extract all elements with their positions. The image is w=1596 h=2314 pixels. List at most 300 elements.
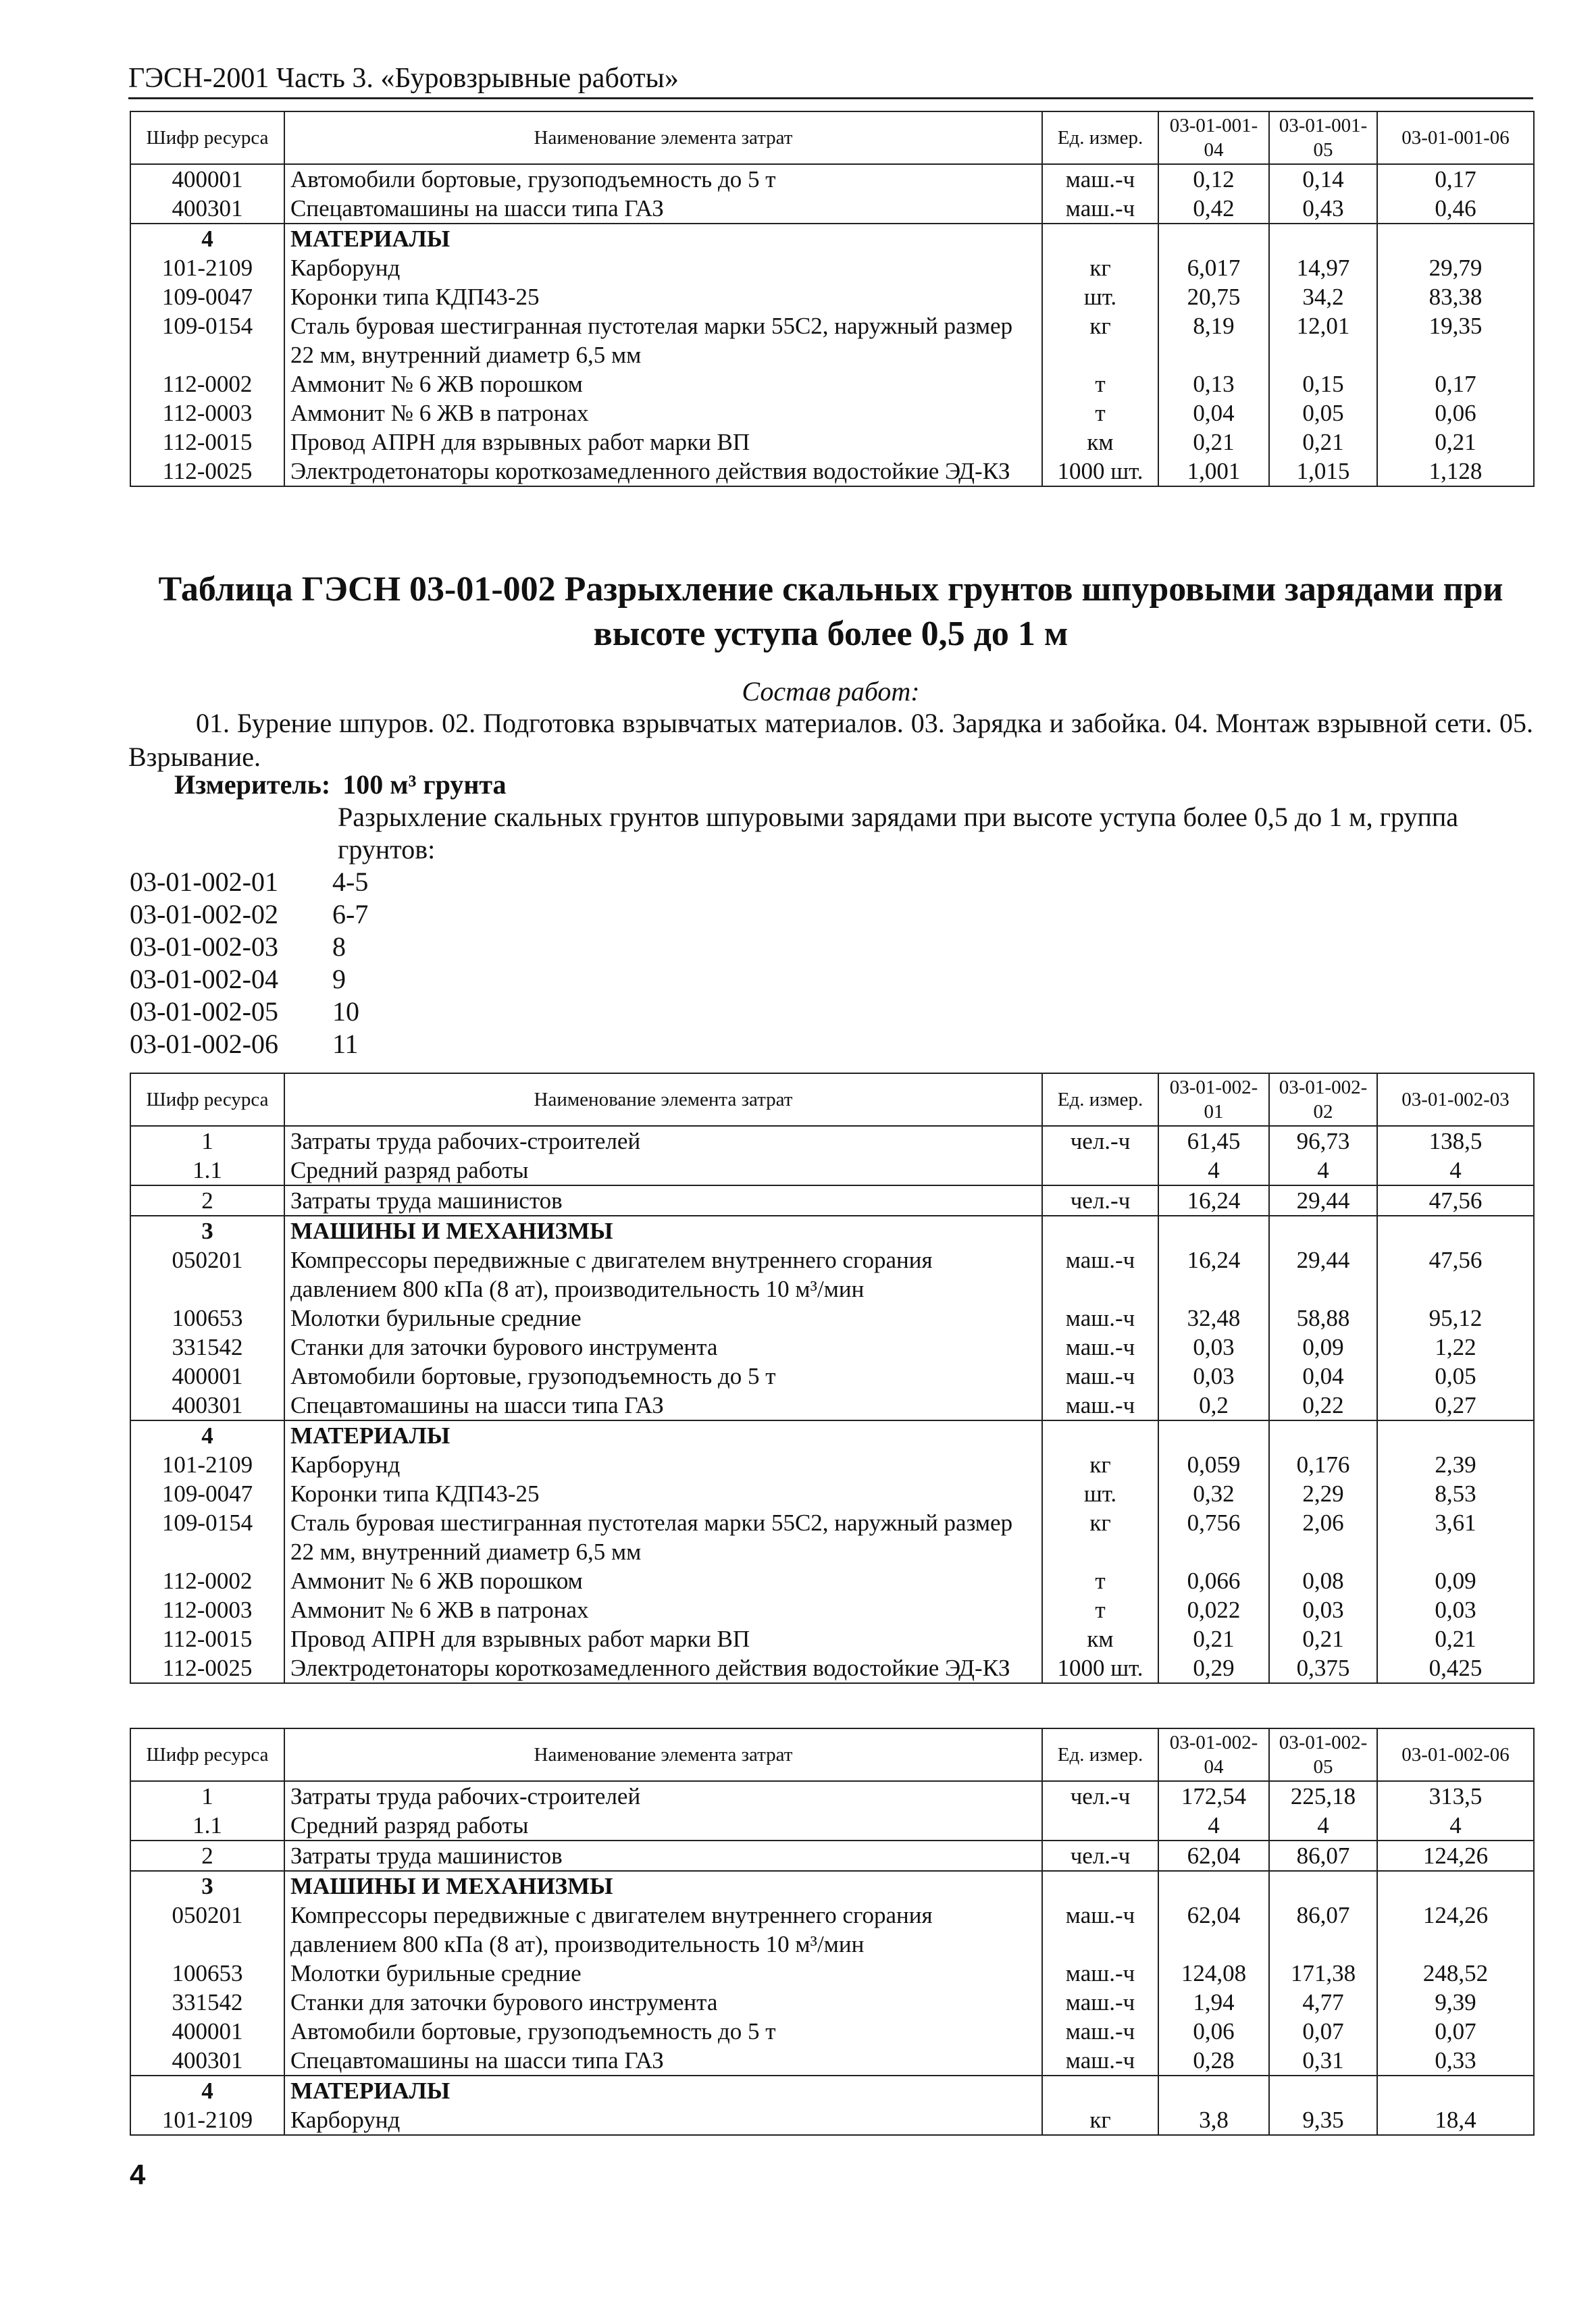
value-cell: 172,54 <box>1158 1781 1269 1811</box>
value-cell: 0,42 <box>1158 194 1269 224</box>
variant-description: Разрыхление скальных грунтов шпуровыми зарядами при высоте уступа более 0,5 до 1 м, группа грунтов: <box>338 802 1459 865</box>
value-cell: 0,022 <box>1158 1595 1269 1624</box>
value-cell: 0,06 <box>1158 2017 1269 2046</box>
section-row <box>130 2076 1534 2105</box>
table-row <box>130 457 1534 486</box>
value-cell: 313,5 <box>1377 1781 1534 1811</box>
table-row <box>130 1333 1534 1362</box>
unit-cell: маш.-ч <box>1042 2017 1158 2046</box>
resource-table-002-b <box>130 1728 1535 2136</box>
unit-cell: чел.-ч <box>1042 1841 1158 1871</box>
col-variant-header: 03-01-002-04 <box>1158 1728 1269 1781</box>
unit-cell <box>1042 1156 1158 1185</box>
value-cell: 47,56 <box>1377 1185 1534 1216</box>
value-cell <box>1269 2076 1377 2105</box>
resource-code: 112-0025 <box>130 1653 284 1683</box>
table-row <box>130 1566 1534 1595</box>
unit-cell: маш.-ч <box>1042 1901 1158 1959</box>
value-cell: 0,21 <box>1377 428 1534 457</box>
value-cell: 0,059 <box>1158 1450 1269 1479</box>
value-cell: 4,77 <box>1269 1988 1377 2017</box>
value-cell: 4 <box>1158 1156 1269 1185</box>
value-cell: 2,06 <box>1269 1508 1377 1566</box>
table-row <box>130 282 1534 311</box>
variant-code: 03-01-002-03 <box>130 931 278 962</box>
value-cell: 0,46 <box>1377 194 1534 224</box>
resource-code: 050201 <box>130 1901 284 1959</box>
table-row <box>130 1624 1534 1653</box>
unit-cell: кг <box>1042 1508 1158 1566</box>
unit-cell: маш.-ч <box>1042 164 1158 194</box>
col-variant-header: 03-01-001-04 <box>1158 111 1269 164</box>
unit-cell: 1000 шт. <box>1042 1653 1158 1683</box>
resource-name: Карборунд <box>284 1450 1042 1479</box>
value-cell: 12,01 <box>1269 311 1377 369</box>
value-cell <box>1158 1216 1269 1245</box>
resource-code: 3 <box>130 1216 284 1245</box>
value-cell: 0,13 <box>1158 369 1269 398</box>
value-cell: 20,75 <box>1158 282 1269 311</box>
resource-name: Аммонит № 6 ЖВ в патронах <box>284 398 1042 428</box>
section-row <box>130 224 1534 253</box>
value-cell: 8,19 <box>1158 311 1269 369</box>
value-cell <box>1377 2076 1534 2105</box>
resource-code: 100653 <box>130 1959 284 1988</box>
table-header-row <box>130 111 1534 164</box>
value-cell: 225,18 <box>1269 1781 1377 1811</box>
value-cell: 0,08 <box>1269 1566 1377 1595</box>
value-cell: 0,17 <box>1377 369 1534 398</box>
table-row <box>130 311 1534 369</box>
measure-value: 100 м³ грунта <box>342 769 507 800</box>
col-name-header: Наименование элемента затрат <box>284 1728 1042 1781</box>
col-unit-header: Ед. измер. <box>1042 1073 1158 1126</box>
value-cell: 0,29 <box>1158 1653 1269 1683</box>
measure-label: Измеритель: <box>174 769 331 800</box>
resource-name: Спецавтомашины на шасси типа ГАЗ <box>284 194 1042 224</box>
table-row <box>130 1959 1534 1988</box>
value-cell: 0,43 <box>1269 194 1377 224</box>
value-cell: 16,24 <box>1158 1185 1269 1216</box>
measure-line <box>174 769 507 800</box>
variant-group: 10 <box>332 996 359 1027</box>
unit-cell: км <box>1042 1624 1158 1653</box>
table-row <box>130 1185 1534 1216</box>
resource-name: Станки для заточки бурового инструмента <box>284 1988 1042 2017</box>
unit-cell <box>1042 2076 1158 2105</box>
resource-code: 050201 <box>130 1245 284 1304</box>
col-variant-header: 03-01-001-05 <box>1269 111 1377 164</box>
value-cell: 61,45 <box>1158 1126 1269 1156</box>
unit-cell <box>1042 1811 1158 1841</box>
value-cell: 4 <box>1158 1811 1269 1841</box>
unit-cell: маш.-ч <box>1042 1245 1158 1304</box>
variant-code: 03-01-002-02 <box>130 899 278 929</box>
value-cell: 86,07 <box>1269 1901 1377 1959</box>
unit-cell: кг <box>1042 253 1158 282</box>
table-header-row <box>130 1728 1534 1781</box>
value-cell: 0,09 <box>1269 1333 1377 1362</box>
resource-code: 112-0025 <box>130 457 284 486</box>
table-row <box>130 1479 1534 1508</box>
value-cell: 29,44 <box>1269 1245 1377 1304</box>
resource-name: Аммонит № 6 ЖВ в патронах <box>284 1595 1042 1624</box>
value-cell: 0,06 <box>1377 398 1534 428</box>
unit-cell: чел.-ч <box>1042 1781 1158 1811</box>
value-cell: 9,39 <box>1377 1988 1534 2017</box>
col-variant-header: 03-01-001-06 <box>1377 111 1534 164</box>
value-cell: 0,07 <box>1269 2017 1377 2046</box>
value-cell: 0,04 <box>1269 1362 1377 1391</box>
value-cell: 0,04 <box>1158 398 1269 428</box>
resource-name: МАТЕРИАЛЫ <box>284 224 1042 253</box>
resource-name: Молотки бурильные средние <box>284 1304 1042 1333</box>
unit-cell: шт. <box>1042 282 1158 311</box>
resource-code: 109-0154 <box>130 1508 284 1566</box>
resource-code: 331542 <box>130 1333 284 1362</box>
value-cell <box>1377 1420 1534 1450</box>
resource-code: 109-0047 <box>130 282 284 311</box>
resource-name: Спецавтомашины на шасси типа ГАЗ <box>284 2046 1042 2076</box>
variant-group: 4-5 <box>332 867 369 897</box>
value-cell: 1,128 <box>1377 457 1534 486</box>
value-cell: 0,07 <box>1377 2017 1534 2046</box>
running-header: ГЭСН-2001 Часть 3. «Буровзрывные работы» <box>128 62 1533 99</box>
value-cell: 0,09 <box>1377 1566 1534 1595</box>
value-cell: 124,08 <box>1158 1959 1269 1988</box>
col-variant-header: 03-01-002-06 <box>1377 1728 1534 1781</box>
value-cell: 2,29 <box>1269 1479 1377 1508</box>
unit-cell: чел.-ч <box>1042 1126 1158 1156</box>
value-cell: 1,015 <box>1269 457 1377 486</box>
variant-code: 03-01-002-01 <box>130 867 278 897</box>
value-cell: 32,48 <box>1158 1304 1269 1333</box>
resource-name: Станки для заточки бурового инструмента <box>284 1333 1042 1362</box>
resource-name: МАШИНЫ И МЕХАНИЗМЫ <box>284 1216 1042 1245</box>
table-row <box>130 1901 1534 1959</box>
resource-code: 109-0047 <box>130 1479 284 1508</box>
value-cell: 1,94 <box>1158 1988 1269 2017</box>
value-cell: 0,03 <box>1158 1362 1269 1391</box>
col-variant-header: 03-01-002-01 <box>1158 1073 1269 1126</box>
resource-code: 400001 <box>130 164 284 194</box>
resource-name: Затраты труда рабочих-строителей <box>284 1781 1042 1811</box>
value-cell: 0,21 <box>1158 428 1269 457</box>
resource-name: МАШИНЫ И МЕХАНИЗМЫ <box>284 1871 1042 1901</box>
resource-name: Провод АПРН для взрывных работ марки ВП <box>284 1624 1042 1653</box>
table-row <box>130 2017 1534 2046</box>
resource-code: 1 <box>130 1781 284 1811</box>
unit-cell <box>1042 1871 1158 1901</box>
resource-name: Сталь буровая шестигранная пустотелая марки 55С2, наружный размер 22 мм, внутренний диаметр 6,5 мм <box>284 1508 1042 1566</box>
col-variant-header: 03-01-002-02 <box>1269 1073 1377 1126</box>
unit-cell <box>1042 1420 1158 1450</box>
table-row <box>130 1156 1534 1185</box>
resource-code: 112-0015 <box>130 428 284 457</box>
value-cell: 4 <box>1377 1156 1534 1185</box>
table-row <box>130 164 1534 194</box>
resource-name: Автомобили бортовые, грузоподъемность до 5 т <box>284 2017 1042 2046</box>
table-row <box>130 369 1534 398</box>
unit-cell: т <box>1042 398 1158 428</box>
unit-cell: кг <box>1042 1450 1158 1479</box>
value-cell: 29,79 <box>1377 253 1534 282</box>
value-cell <box>1269 1420 1377 1450</box>
col-name-header: Наименование элемента затрат <box>284 1073 1042 1126</box>
col-variant-header: 03-01-002-03 <box>1377 1073 1534 1126</box>
value-cell: 62,04 <box>1158 1841 1269 1871</box>
value-cell <box>1269 224 1377 253</box>
value-cell: 124,26 <box>1377 1901 1534 1959</box>
resource-code: 101-2109 <box>130 253 284 282</box>
value-cell: 2,39 <box>1377 1450 1534 1479</box>
resource-name: Средний разряд работы <box>284 1811 1042 1841</box>
resource-code: 1 <box>130 1126 284 1156</box>
section-row <box>130 1420 1534 1450</box>
resource-name: Молотки бурильные средние <box>284 1959 1042 1988</box>
table-row <box>130 1362 1534 1391</box>
value-cell: 0,21 <box>1377 1624 1534 1653</box>
resource-code: 4 <box>130 224 284 253</box>
composition-heading: Состав работ: <box>742 676 920 706</box>
table-row <box>130 398 1534 428</box>
unit-cell <box>1042 224 1158 253</box>
resource-name: Коронки типа КДП43-25 <box>284 282 1042 311</box>
table-row <box>130 2105 1534 2135</box>
value-cell: 0,03 <box>1158 1333 1269 1362</box>
resource-code: 400001 <box>130 2017 284 2046</box>
value-cell: 0,28 <box>1158 2046 1269 2076</box>
resource-name: Затраты труда машинистов <box>284 1185 1042 1216</box>
table-row <box>130 428 1534 457</box>
resource-name: Карборунд <box>284 2105 1042 2135</box>
unit-cell: шт. <box>1042 1479 1158 1508</box>
value-cell: 124,26 <box>1377 1841 1534 1871</box>
value-cell: 0,03 <box>1269 1595 1377 1624</box>
table-row <box>130 253 1534 282</box>
resource-name: Аммонит № 6 ЖВ порошком <box>284 1566 1042 1595</box>
col-unit-header: Ед. измер. <box>1042 1728 1158 1781</box>
resource-code: 400001 <box>130 1362 284 1391</box>
resource-code: 101-2109 <box>130 1450 284 1479</box>
unit-cell: маш.-ч <box>1042 1959 1158 1988</box>
table-row <box>130 1126 1534 1156</box>
value-cell: 0,31 <box>1269 2046 1377 2076</box>
resource-table-001 <box>130 111 1535 487</box>
value-cell: 4 <box>1269 1811 1377 1841</box>
value-cell: 0,22 <box>1269 1391 1377 1420</box>
value-cell: 0,756 <box>1158 1508 1269 1566</box>
unit-cell: т <box>1042 369 1158 398</box>
resource-name: Сталь буровая шестигранная пустотелая марки 55С2, наружный размер 22 мм, внутренний диаметр 6,5 мм <box>284 311 1042 369</box>
value-cell: 0,03 <box>1377 1595 1534 1624</box>
col-variant-header: 03-01-002-05 <box>1269 1728 1377 1781</box>
table-title: Таблица ГЭСН 03-01-002 Разрыхление скальных грунтов шпуровыми зарядами при высоте уступа более 0,5 до 1 м <box>158 570 1503 653</box>
value-cell: 47,56 <box>1377 1245 1534 1304</box>
resource-code: 112-0003 <box>130 398 284 428</box>
resource-name: Средний разряд работы <box>284 1156 1042 1185</box>
value-cell: 62,04 <box>1158 1901 1269 1959</box>
value-cell <box>1158 1420 1269 1450</box>
table-row <box>130 1781 1534 1811</box>
resource-code: 112-0002 <box>130 1566 284 1595</box>
composition-text: 01. Бурение шпуров. 02. Подготовка взрывчатых материалов. 03. Зарядка и забойка. 04. Монтаж взрывной сети. 05. Взрывание. <box>128 708 1533 772</box>
value-cell: 29,44 <box>1269 1185 1377 1216</box>
unit-cell: км <box>1042 428 1158 457</box>
resource-code: 109-0154 <box>130 311 284 369</box>
resource-name: Коронки типа КДП43-25 <box>284 1479 1042 1508</box>
unit-cell: чел.-ч <box>1042 1185 1158 1216</box>
value-cell: 8,53 <box>1377 1479 1534 1508</box>
variant-item <box>130 1028 368 1060</box>
resource-code: 400301 <box>130 2046 284 2076</box>
value-cell: 1,22 <box>1377 1333 1534 1362</box>
resource-code: 112-0015 <box>130 1624 284 1653</box>
resource-code: 3 <box>130 1871 284 1901</box>
resource-code: 400301 <box>130 1391 284 1420</box>
value-cell: 86,07 <box>1269 1841 1377 1871</box>
value-cell: 16,24 <box>1158 1245 1269 1304</box>
table-row <box>130 1653 1534 1683</box>
value-cell: 0,21 <box>1269 428 1377 457</box>
variant-group: 6-7 <box>332 899 369 929</box>
unit-cell <box>1042 1216 1158 1245</box>
col-code-header: Шифр ресурса <box>130 111 284 164</box>
value-cell: 0,2 <box>1158 1391 1269 1420</box>
unit-cell: кг <box>1042 2105 1158 2135</box>
resource-name: Компрессоры передвижные с двигателем внутреннего сгорания давлением 800 кПа (8 ат), производительность 10 м³/мин <box>284 1901 1042 1959</box>
col-code-header: Шифр ресурса <box>130 1728 284 1781</box>
resource-name: Аммонит № 6 ЖВ порошком <box>284 369 1042 398</box>
table-row <box>130 1508 1534 1566</box>
resource-code: 100653 <box>130 1304 284 1333</box>
resource-table-002-a <box>130 1073 1535 1684</box>
section-row <box>130 1216 1534 1245</box>
table-row <box>130 1841 1534 1871</box>
resource-code: 4 <box>130 2076 284 2105</box>
value-cell <box>1377 224 1534 253</box>
unit-cell: маш.-ч <box>1042 1362 1158 1391</box>
col-name-header: Наименование элемента затрат <box>284 111 1042 164</box>
resource-code: 4 <box>130 1420 284 1450</box>
value-cell: 0,21 <box>1158 1624 1269 1653</box>
value-cell: 0,21 <box>1269 1624 1377 1653</box>
table-row <box>130 1811 1534 1841</box>
value-cell <box>1158 2076 1269 2105</box>
variant-group: 9 <box>332 964 346 994</box>
value-cell: 0,32 <box>1158 1479 1269 1508</box>
section-row <box>130 1871 1534 1901</box>
resource-name: Автомобили бортовые, грузоподъемность до 5 т <box>284 1362 1042 1391</box>
variant-item <box>130 931 368 963</box>
variant-list <box>130 866 368 1060</box>
value-cell: 6,017 <box>1158 253 1269 282</box>
table-row <box>130 2046 1534 2076</box>
resource-name: МАТЕРИАЛЫ <box>284 1420 1042 1450</box>
resource-code: 112-0002 <box>130 369 284 398</box>
unit-cell: маш.-ч <box>1042 194 1158 224</box>
value-cell <box>1269 1216 1377 1245</box>
value-cell: 3,61 <box>1377 1508 1534 1566</box>
value-cell: 0,05 <box>1269 398 1377 428</box>
value-cell: 0,15 <box>1269 369 1377 398</box>
unit-cell: т <box>1042 1566 1158 1595</box>
variant-item <box>130 996 368 1028</box>
value-cell: 1,001 <box>1158 457 1269 486</box>
value-cell: 0,14 <box>1269 164 1377 194</box>
resource-code: 1.1 <box>130 1156 284 1185</box>
resource-name: Карборунд <box>284 253 1042 282</box>
value-cell <box>1377 1216 1534 1245</box>
table-header-row <box>130 1073 1534 1126</box>
resource-name: Электродетонаторы короткозамедленного действия водостойкие ЭД-КЗ <box>284 457 1042 486</box>
value-cell: 0,17 <box>1377 164 1534 194</box>
value-cell: 171,38 <box>1269 1959 1377 1988</box>
value-cell: 0,33 <box>1377 2046 1534 2076</box>
value-cell <box>1158 1871 1269 1901</box>
unit-cell: маш.-ч <box>1042 1304 1158 1333</box>
resource-name: Автомобили бортовые, грузоподъемность до 5 т <box>284 164 1042 194</box>
value-cell: 95,12 <box>1377 1304 1534 1333</box>
value-cell: 138,5 <box>1377 1126 1534 1156</box>
value-cell: 0,176 <box>1269 1450 1377 1479</box>
value-cell: 0,375 <box>1269 1653 1377 1683</box>
variant-code: 03-01-002-05 <box>130 996 278 1027</box>
resource-name: Провод АПРН для взрывных работ марки ВП <box>284 428 1042 457</box>
unit-cell: кг <box>1042 311 1158 369</box>
value-cell: 248,52 <box>1377 1959 1534 1988</box>
table-row <box>130 1245 1534 1304</box>
value-cell: 9,35 <box>1269 2105 1377 2135</box>
table-row <box>130 194 1534 224</box>
unit-cell: маш.-ч <box>1042 1333 1158 1362</box>
variant-group: 8 <box>332 931 346 962</box>
page-number: 4 <box>130 2159 146 2190</box>
value-cell: 0,425 <box>1377 1653 1534 1683</box>
variant-item <box>130 963 368 996</box>
table-row <box>130 1595 1534 1624</box>
resource-name: МАТЕРИАЛЫ <box>284 2076 1042 2105</box>
col-code-header: Шифр ресурса <box>130 1073 284 1126</box>
value-cell: 96,73 <box>1269 1126 1377 1156</box>
variant-code: 03-01-002-04 <box>130 964 278 994</box>
value-cell: 18,4 <box>1377 2105 1534 2135</box>
col-unit-header: Ед. измер. <box>1042 111 1158 164</box>
unit-cell: маш.-ч <box>1042 1391 1158 1420</box>
resource-name: Электродетонаторы короткозамедленного действия водостойкие ЭД-КЗ <box>284 1653 1042 1683</box>
variant-item <box>130 898 368 931</box>
table-row <box>130 1391 1534 1420</box>
unit-cell: т <box>1042 1595 1158 1624</box>
table-row <box>130 1304 1534 1333</box>
value-cell: 4 <box>1377 1811 1534 1841</box>
value-cell: 3,8 <box>1158 2105 1269 2135</box>
value-cell: 19,35 <box>1377 311 1534 369</box>
resource-code: 101-2109 <box>130 2105 284 2135</box>
resource-name: Спецавтомашины на шасси типа ГАЗ <box>284 1391 1042 1420</box>
table-row <box>130 1450 1534 1479</box>
resource-name: Затраты труда рабочих-строителей <box>284 1126 1042 1156</box>
value-cell: 0,12 <box>1158 164 1269 194</box>
resource-code: 112-0003 <box>130 1595 284 1624</box>
unit-cell: маш.-ч <box>1042 2046 1158 2076</box>
resource-code: 2 <box>130 1185 284 1216</box>
resource-code: 2 <box>130 1841 284 1871</box>
value-cell: 0,05 <box>1377 1362 1534 1391</box>
resource-code: 400301 <box>130 194 284 224</box>
variant-group: 11 <box>332 1029 359 1059</box>
unit-cell: 1000 шт. <box>1042 457 1158 486</box>
